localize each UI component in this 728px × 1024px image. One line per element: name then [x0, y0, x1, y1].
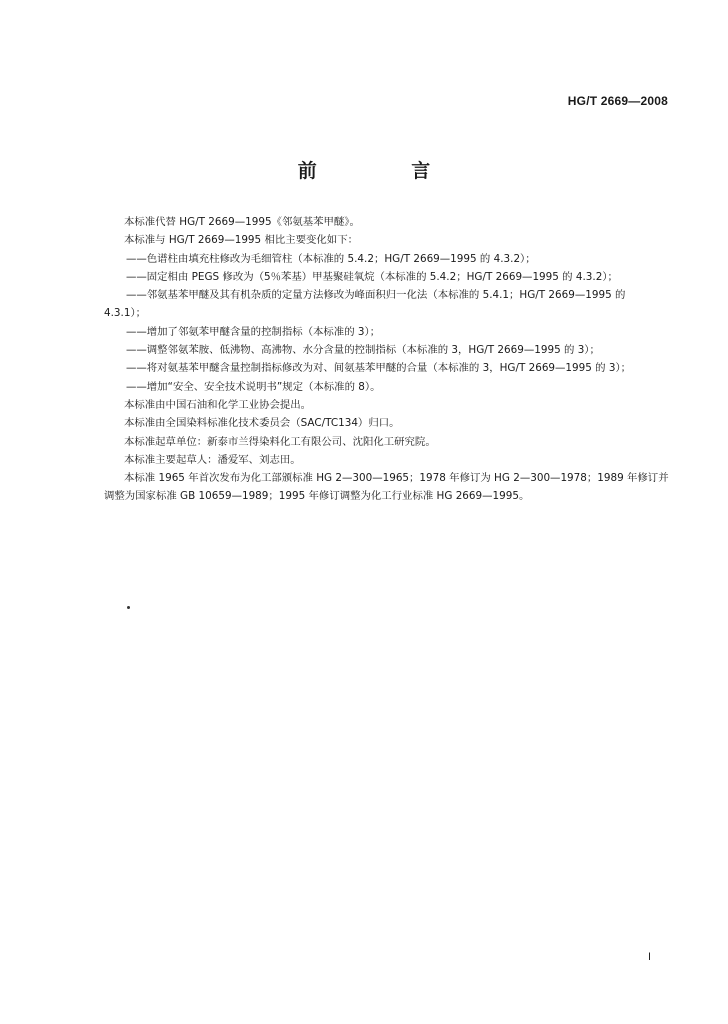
page-number: Ⅰ [648, 952, 651, 963]
change-item: ——增加了邻氨苯甲醚含量的控制指标（本标准的 3）； [126, 325, 381, 338]
foreword-body [104, 213, 670, 506]
change-item: ——增加“安全、安全技术说明书”规定（本标准的 8）。 [126, 380, 381, 393]
standard-code: HG/T 2669—2008 [567, 94, 668, 108]
committee-paragraph: 本标准由全国染料标准化技术委员会（SAC/TC134）归口。 [124, 417, 400, 430]
proposer-paragraph: 本标准由中国石油和化学工业协会提出。 [124, 398, 312, 411]
changes-intro: 本标准与 HG/T 2669—1995 相比主要变化如下： [124, 234, 358, 247]
intro-paragraph: 本标准代替 HG/T 2669—1995《邻氨基苯甲醚》。 [124, 216, 360, 228]
drafting-unit-paragraph: 本标准起草单位：新泰市兰得染料化工有限公司、沈阳化工研究院。 [124, 435, 436, 448]
change-item: ——固定相由 PEGS 修改为（5％苯基）甲基聚硅氧烷（本标准的 5.4.2；HG/T 2669—1995 的 4.3.2）； [126, 270, 618, 283]
scan-dot [127, 606, 130, 609]
change-item: ——色谱柱由填充柱修改为毛细管柱（本标准的 5.4.2；HG/T 2669—1995 的 4.3.2）； [126, 252, 536, 265]
change-item: ——邻氨基苯甲醚及其有机杂质的定量方法修改为峰面积归一化法（本标准的 5.4.1；HG/T 2669—1995 的 4.3.1）； [104, 289, 626, 320]
change-item: ——调整邻氨苯胺、低沸物、高沸物、水分含量的控制指标（本标准的 3，HG/T 2669—1995 的 3）； [126, 344, 600, 357]
history-paragraph: 本标准 1965 年首次发布为化工部颁标准 HG 2—300—1965；1978 年修订为 HG 2—300—1978；1989 年修订并调整为国家标准 GB 10659—1989；1995 年修订调整为化工行业标准 HG 2669—1995。 [104, 472, 669, 503]
page-title: 前 言 [297, 160, 475, 182]
change-item: ——将对氨基苯甲醚含量控制指标修改为对、间氨基苯甲醚的合量（本标准的 3，HG/T 2669—1995 的 3）； [126, 362, 632, 375]
drafters-paragraph: 本标准主要起草人：潘爱军、刘志田。 [124, 453, 301, 466]
